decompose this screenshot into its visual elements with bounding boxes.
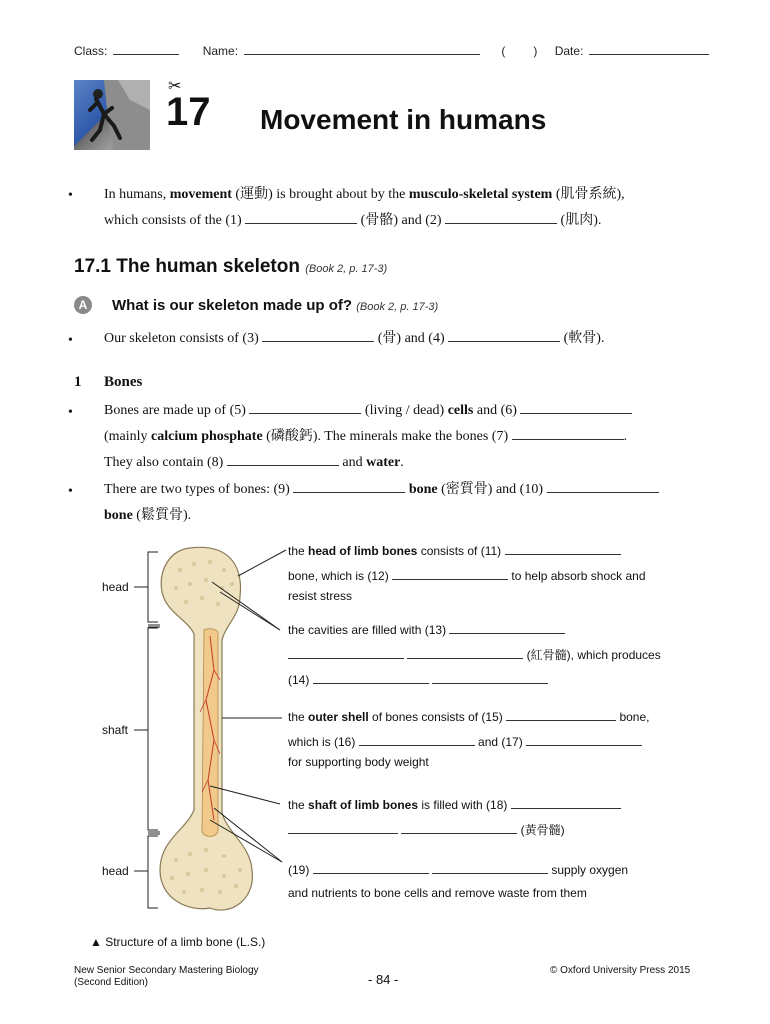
text: bone, which is (12) xyxy=(288,569,393,583)
diagram-annotation-shaft xyxy=(288,795,621,840)
class-field[interactable] xyxy=(113,54,179,55)
blank-4[interactable] xyxy=(448,341,560,342)
text: and nutrients to bone cells and remove waste from them xyxy=(288,886,587,900)
text: the xyxy=(288,544,309,558)
text: (living / dead) xyxy=(361,403,448,418)
blank-17[interactable] xyxy=(526,745,642,746)
text: (紅骨髓), which produces xyxy=(523,648,661,662)
text: They also contain (8) xyxy=(104,455,227,470)
blank-5[interactable] xyxy=(249,413,361,414)
blank-14b[interactable] xyxy=(432,683,548,684)
term-head-of-limb-bones: head of limb bones xyxy=(308,544,418,558)
text: (骨) and (4) xyxy=(374,331,449,346)
rock-climber-photo xyxy=(74,80,150,150)
blank-7[interactable] xyxy=(512,439,624,440)
name-field[interactable] xyxy=(244,54,480,55)
term-musculo-skeletal: musculo-skeletal system xyxy=(408,187,553,202)
footer-book-title xyxy=(74,965,259,989)
text: the cavities are filled with (13) xyxy=(288,623,450,637)
text: (鬆質骨). xyxy=(132,508,192,523)
term-bone: bone xyxy=(104,508,133,523)
diagram-annotation-head xyxy=(288,541,646,606)
term-outer-shell: outer shell xyxy=(308,710,369,724)
class-label: Class: xyxy=(74,44,108,58)
blank-13c[interactable] xyxy=(407,658,523,659)
text: (磷酸鈣). The minerals make the bones (7) xyxy=(262,429,512,444)
label-head-bottom: head xyxy=(102,864,129,878)
student-info-header xyxy=(74,44,715,58)
bones-heading: Bones xyxy=(104,374,143,390)
text: the xyxy=(288,798,309,812)
text: which is (16) xyxy=(288,735,359,749)
bones-number: 1 xyxy=(74,374,82,390)
footer-copyright: © Oxford University Press 2015 xyxy=(550,965,691,976)
text: to help absorb shock and xyxy=(508,569,646,583)
bullet-dot: • xyxy=(68,405,73,420)
blank-18c[interactable] xyxy=(401,833,517,834)
term-movement: movement xyxy=(169,187,232,202)
page-number: - 84 - xyxy=(368,972,399,987)
text: . xyxy=(400,455,404,470)
text: Our skeleton consists of (3) xyxy=(104,331,263,346)
blank-15[interactable] xyxy=(506,720,616,721)
text: . xyxy=(623,429,628,444)
blank-16[interactable] xyxy=(359,745,475,746)
blank-19[interactable] xyxy=(313,873,429,874)
figure-caption: ▲ Structure of a limb bone (L.S.) xyxy=(90,935,266,949)
term-water: water xyxy=(366,455,401,470)
text: of bones consists of (15) xyxy=(368,710,507,724)
blank-13b[interactable] xyxy=(288,658,404,659)
text: (14) xyxy=(288,673,313,687)
text: which consists of the (1) xyxy=(104,213,246,228)
name-label: Name: xyxy=(202,44,239,58)
text: There are two types of bones: (9) xyxy=(104,482,294,497)
date-field[interactable] xyxy=(589,54,709,55)
term-bone: bone xyxy=(408,482,438,497)
label-head-top: head xyxy=(102,580,129,594)
text: (軟骨). xyxy=(560,331,605,346)
blank-10[interactable] xyxy=(547,492,659,493)
text: (肌骨系統), xyxy=(552,187,625,202)
footer-line-1: New Senior Secondary Mastering Biology xyxy=(74,965,259,976)
text: (肌肉). xyxy=(557,213,602,228)
date-label: Date: xyxy=(554,44,584,58)
blank-11[interactable] xyxy=(505,554,621,555)
subsection-badge: A xyxy=(74,296,92,314)
paren-close: ) xyxy=(533,44,538,58)
diagram-annotation-shell xyxy=(288,707,649,772)
bones-paragraph-1 xyxy=(104,398,714,476)
label-shaft: shaft xyxy=(102,723,129,737)
blank-1[interactable] xyxy=(245,223,357,224)
text: and (17) xyxy=(474,735,527,749)
subsection-title: What is our skeleton made up of? xyxy=(112,297,353,314)
section-ref: (Book 2, p. 17-3) xyxy=(305,263,388,275)
paren-open: ( xyxy=(501,44,506,58)
term-calcium-phosphate: calcium phosphate xyxy=(151,429,263,444)
blank-8[interactable] xyxy=(227,465,339,466)
blank-19b[interactable] xyxy=(432,873,548,874)
text: (骨骼) and (2) xyxy=(357,213,446,228)
text: (mainly xyxy=(104,429,152,444)
blank-12[interactable] xyxy=(392,579,508,580)
bullet-dot: • xyxy=(68,484,73,499)
section-heading xyxy=(74,256,387,278)
blank-18[interactable] xyxy=(511,808,621,809)
footer-line-2: (Second Edition) xyxy=(74,977,148,988)
blank-13[interactable] xyxy=(449,633,565,634)
text: consists of (11) xyxy=(417,544,505,558)
section-title: 17.1 The human skeleton xyxy=(74,256,300,277)
blank-9[interactable] xyxy=(293,492,405,493)
diagram-annotation-vessels xyxy=(288,860,628,903)
blank-2[interactable] xyxy=(445,223,557,224)
text: (黃骨髓) xyxy=(517,823,565,837)
bullet-dot: • xyxy=(68,333,73,348)
chapter-number: 17 xyxy=(166,90,211,134)
term-cells: cells xyxy=(447,403,474,418)
text: resist stress xyxy=(288,589,353,603)
diagram-annotation-cavities xyxy=(288,620,661,690)
text: (運動) is brought about by the xyxy=(231,187,409,202)
text: bone, xyxy=(616,710,650,724)
bones-paragraph-2 xyxy=(104,477,714,529)
blank-3[interactable] xyxy=(262,341,374,342)
term-shaft-of-limb-bones: shaft of limb bones xyxy=(308,798,419,812)
text: supply oxygen xyxy=(548,863,629,877)
scissors-icon: ✂ xyxy=(168,78,182,95)
blank-6[interactable] xyxy=(520,413,632,414)
text: (19) xyxy=(288,863,313,877)
text: the xyxy=(288,710,309,724)
text: and (6) xyxy=(473,403,521,418)
intro-paragraph xyxy=(104,182,704,234)
text: Bones are made up of (5) xyxy=(104,403,250,418)
subsection-heading xyxy=(74,296,438,314)
bullet-dot: • xyxy=(68,188,73,203)
text: and xyxy=(338,455,367,470)
text: (密質骨) and (10) xyxy=(437,482,547,497)
blank-14[interactable] xyxy=(313,683,429,684)
blank-18b[interactable] xyxy=(288,833,398,834)
chapter-title: Movement in humans xyxy=(260,104,547,135)
text: is filled with (18) xyxy=(418,798,511,812)
text: In humans, xyxy=(104,187,170,202)
skeleton-paragraph xyxy=(104,326,704,352)
text: for supporting body weight xyxy=(288,755,429,769)
subsection-ref: (Book 2, p. 17-3) xyxy=(356,301,439,313)
